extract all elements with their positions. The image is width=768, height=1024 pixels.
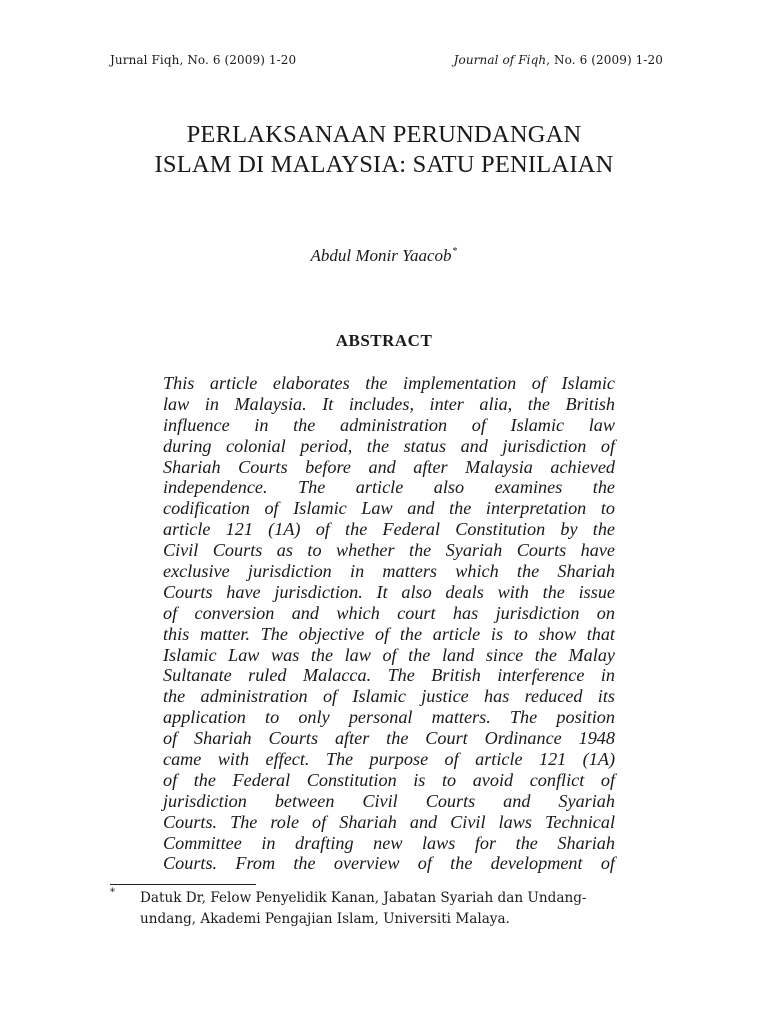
article-title bbox=[0, 120, 768, 180]
author-name: Abdul Monir Yaacob bbox=[310, 246, 452, 265]
abstract-heading: ABSTRACT bbox=[335, 331, 433, 350]
abstract-line: Courts have jurisdiction. It also deals with the issue bbox=[163, 581, 615, 602]
issue-info: , No. 6 (2009) 1-20 bbox=[546, 53, 663, 67]
abstract-line: codification of Islamic Law and the interpretation to bbox=[163, 498, 615, 519]
abstract-line: of conversion and which court has jurisdiction on bbox=[163, 602, 615, 623]
footnote-line: Datuk Dr, Felow Penyelidik Kanan, Jabatan Syariah dan Undang- bbox=[140, 890, 587, 906]
footnote-divider bbox=[110, 884, 256, 885]
abstract-line: Shariah Courts before and after Malaysia achieved bbox=[163, 456, 615, 477]
running-header-right bbox=[454, 53, 663, 67]
abstract-line: independence. The article also examines the bbox=[163, 477, 615, 498]
abstract-line: of the Federal Constitution is to avoid conflict of bbox=[163, 769, 615, 790]
abstract-line: Courts. From the overview of the development of bbox=[163, 853, 615, 874]
footnote-text bbox=[140, 888, 666, 930]
footnote-marker: * bbox=[110, 887, 115, 898]
author-line bbox=[0, 246, 768, 266]
abstract-body bbox=[163, 373, 615, 874]
abstract-line: influence in the administration of Islamic law bbox=[163, 414, 615, 435]
author-footnote-marker: * bbox=[452, 246, 458, 257]
abstract-line: came with effect. The purpose of article 121 (1A) bbox=[163, 749, 615, 770]
abstract-line: article 121 (1A) of the Federal Constitution by the bbox=[163, 519, 615, 540]
abstract-line: Committee in drafting new laws for the Shariah bbox=[163, 832, 615, 853]
abstract-line: law in Malaysia. It includes, inter alia, the British bbox=[163, 393, 615, 414]
journal-name: Journal of Fiqh bbox=[453, 53, 547, 67]
abstract-line: the administration of Islamic justice has reduced its bbox=[163, 686, 615, 707]
abstract-line: exclusive jurisdiction in matters which the Shariah bbox=[163, 561, 615, 582]
footnote-line: undang, Akademi Pengajian Islam, Universiti Malaya. bbox=[140, 911, 510, 927]
abstract-line: jurisdiction between Civil Courts and Syariah bbox=[163, 790, 615, 811]
abstract-line: This article elaborates the implementation of Islamic bbox=[163, 373, 615, 393]
running-header-left: Jurnal Fiqh, No. 6 (2009) 1-20 bbox=[110, 53, 297, 67]
abstract-line: application to only personal matters. The position bbox=[163, 707, 615, 728]
abstract-line: Islamic Law was the law of the land since the Malay bbox=[163, 644, 615, 665]
abstract-line: Courts. The role of Shariah and Civil laws Technical bbox=[163, 811, 615, 832]
abstract-line: Sultanate ruled Malacca. The British interference in bbox=[163, 665, 615, 686]
title-line-2: ISLAM DI MALAYSIA: SATU PENILAIAN bbox=[154, 151, 614, 178]
abstract-line: Civil Courts as to whether the Syariah Courts have bbox=[163, 540, 615, 561]
abstract-line: this matter. The objective of the article is to show that bbox=[163, 623, 615, 644]
abstract-line: during colonial period, the status and jurisdiction of bbox=[163, 435, 615, 456]
abstract-line: of Shariah Courts after the Court Ordinance 1948 bbox=[163, 728, 615, 749]
title-line-1: PERLAKSANAAN PERUNDANGAN bbox=[186, 121, 582, 148]
